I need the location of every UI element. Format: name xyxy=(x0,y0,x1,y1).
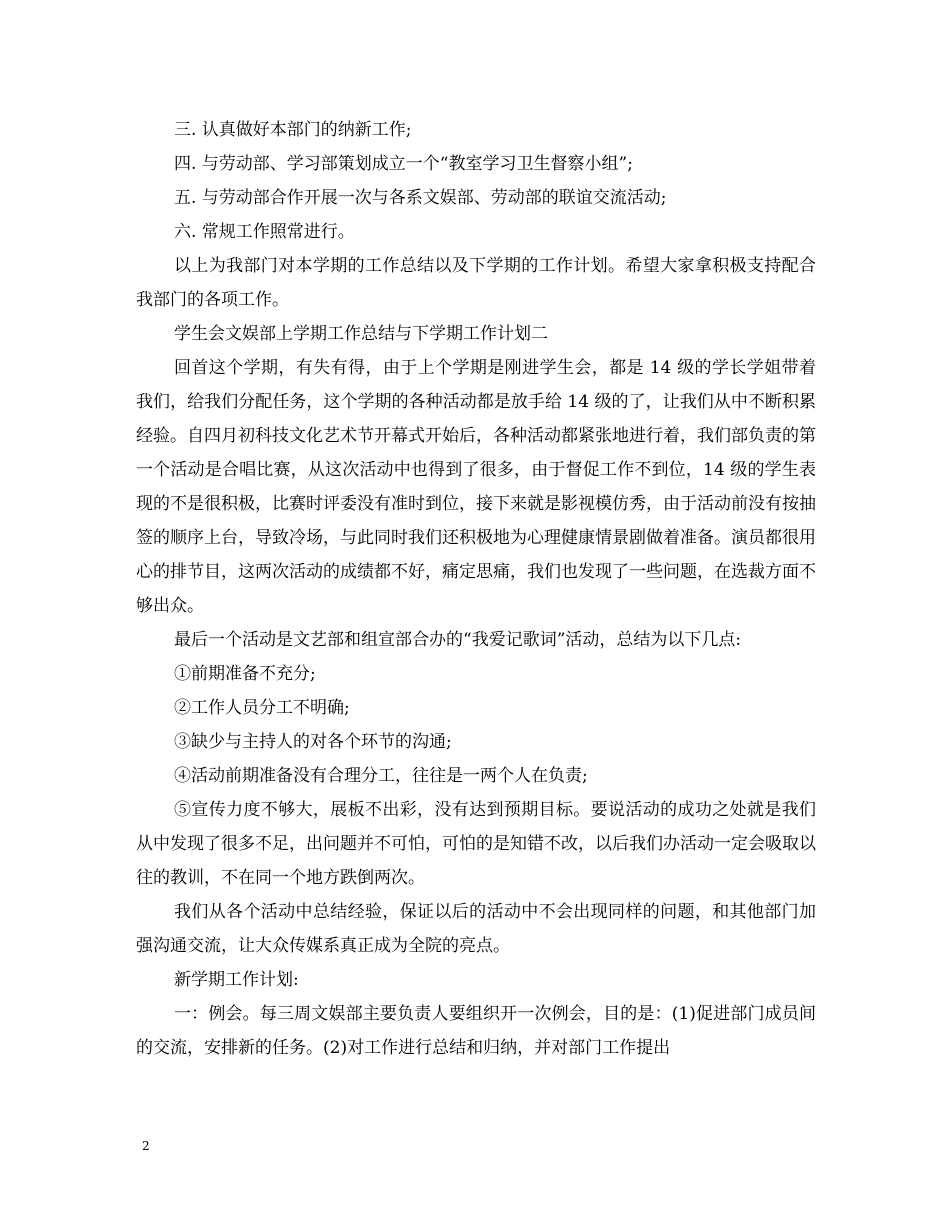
paragraph-16: 一：例会。每三周文娱部主要负责人要组织开一次例会，目的是：(1)促进部门成员间的交流，安排新的任务。(2)对工作进行总结和归纳，并对部门工作提出 xyxy=(136,1004,816,1058)
paragraph-8: 最后一个活动是文艺部和组宣部合办的“我爱记歌词”活动，总结为以下几点: xyxy=(174,630,742,650)
list-item-4: ④活动前期准备没有合理分工，往往是一两个人在负责; xyxy=(174,766,588,786)
list-item-5: ⑤宣传力度不够大，展板不出彩，没有达到预期目标。要说活动的成功之处就是我们从中发现了很多不足，出问题并不可怕，可怕的是知错不改，以后我们办活动一定会吸取以往的教训，不在同一个地方跌倒两次。 xyxy=(136,800,816,888)
paragraph-2: 四. 与劳动部、学习部策划成立一个“教室学习卫生督察小组”; xyxy=(174,154,633,174)
paragraph-3: 五. 与劳动部合作开展一次与各系文娱部、劳动部的联谊交流活动; xyxy=(174,188,667,208)
paragraph-4: 六. 常规工作照常进行。 xyxy=(174,222,355,242)
paragraph-5: 以上为我部门对本学期的工作总结以及下学期的工作计划。希望大家拿积极支持配合我部门的各项工作。 xyxy=(136,256,816,310)
document-body xyxy=(136,113,816,1065)
page-number: 2 xyxy=(142,1139,150,1153)
list-item-1: ①前期准备不充分; xyxy=(174,664,316,684)
list-item-2: ②工作人员分工不明确; xyxy=(174,698,350,718)
paragraph-7: 回首这个学期，有失有得，由于上个学期是刚进学生会，都是 14 级的学长学姐带着我们，给我们分配任务，这个学期的各种活动都是放手给 14 级的了，让我们从中不断积累经验。自四月初科技文化艺术节开幕式开始后，各种活动都紧张地进行着，我们部负责的第一个活动是合唱比赛，从这次活动中也得到了很多，由于督促工作不到位，14 级的学生表现的不是很积极，比赛时评委没有准时到位，接下来就是影视模仿秀，由于活动前没有按抽签的顺序上台，导致冷场，与此同时我们还积极地为心理健康情景剧做着准备。演员都很用心的排节目，这两次活动的成绩都不好，痛定思痛，我们也发现了一些问题，在选裁方面不够出众。 xyxy=(136,358,816,616)
list-item-3: ③缺少与主持人的对各个环节的沟通; xyxy=(174,732,452,752)
plan-heading: 新学期工作计划: xyxy=(174,970,299,990)
section-title: 学生会文娱部上学期工作总结与下学期工作计划二 xyxy=(174,324,548,344)
paragraph-1: 三. 认真做好本部门的纳新工作; xyxy=(174,120,412,140)
paragraph-14: 我们从各个活动中总结经验，保证以后的活动中不会出现同样的问题，和其他部门加强沟通交流，让大众传媒系真正成为全院的亮点。 xyxy=(136,902,816,956)
